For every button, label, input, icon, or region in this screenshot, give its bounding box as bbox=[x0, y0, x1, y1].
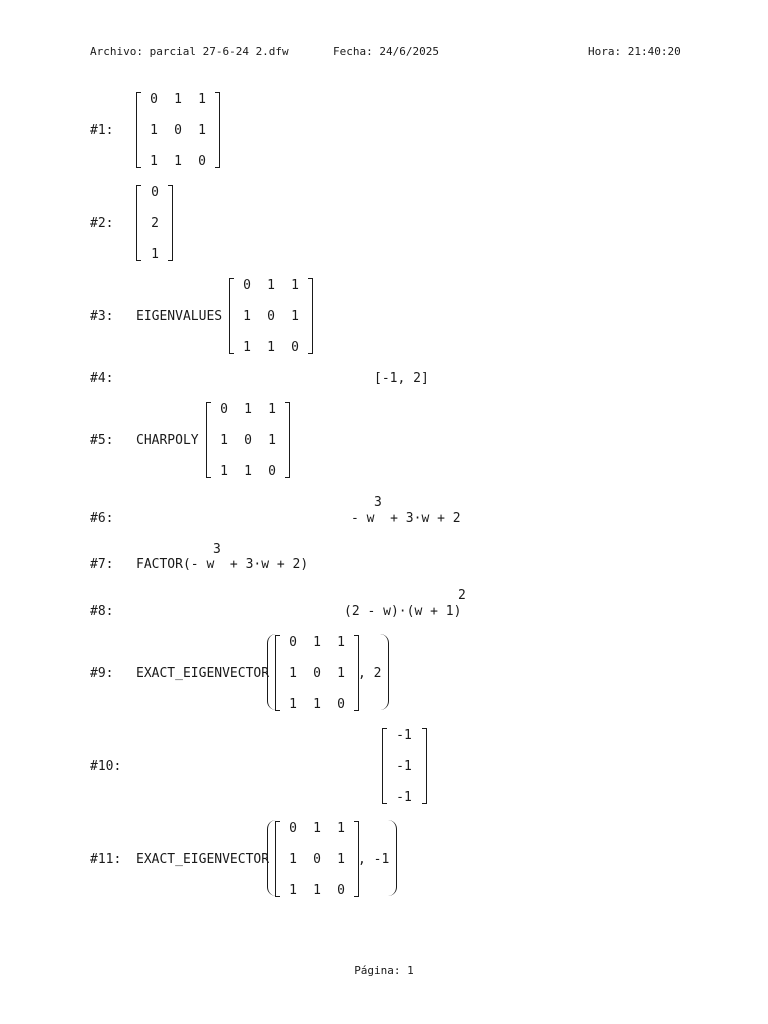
bracket-right bbox=[285, 402, 290, 478]
matrix-cell: 1 bbox=[243, 340, 251, 355]
matrix-cell: 0 bbox=[244, 433, 252, 448]
entry-label-9: #9: bbox=[90, 666, 114, 681]
entry-label-4: #4: bbox=[90, 371, 114, 386]
matrix-cell: 1 bbox=[198, 92, 206, 107]
bracket-left bbox=[136, 185, 141, 261]
matrix-cell: 1 bbox=[289, 852, 297, 867]
print-date: Fecha: 24/6/2025 bbox=[333, 45, 439, 58]
function-name: EXACT_EIGENVECTOR bbox=[136, 852, 270, 867]
entry-label-2: #2: bbox=[90, 216, 114, 231]
vector-cell: -1 bbox=[396, 790, 412, 805]
matrix-cell: 0 bbox=[267, 309, 275, 324]
matrix-cell: 0 bbox=[289, 635, 297, 650]
matrix-cell: 1 bbox=[337, 852, 345, 867]
matrix-cell: 1 bbox=[268, 402, 276, 417]
vector-cell: 1 bbox=[151, 247, 159, 262]
matrix-cell: 1 bbox=[313, 883, 321, 898]
factor-result: (2 - w)·(w + 1) bbox=[344, 604, 462, 619]
bracket-left bbox=[275, 635, 280, 711]
matrix-cell: 1 bbox=[289, 666, 297, 681]
matrix-cell: 1 bbox=[150, 154, 158, 169]
matrix-cell: 0 bbox=[337, 697, 345, 712]
entry-label-3: #3: bbox=[90, 309, 114, 324]
vector-cell: 2 bbox=[151, 216, 159, 231]
eigenvalue-argument: , -1 bbox=[358, 852, 390, 867]
exponent: 2 bbox=[458, 588, 466, 603]
function-name: EIGENVALUES bbox=[136, 309, 223, 324]
matrix-cell: 1 bbox=[291, 278, 299, 293]
file-name: Archivo: parcial 27-6-24 2.dfw bbox=[90, 45, 289, 58]
exponent: 3 bbox=[213, 542, 221, 557]
entry-label-5: #5: bbox=[90, 433, 114, 448]
eigenvalues-result: [-1, 2] bbox=[374, 371, 429, 386]
matrix-cell: 0 bbox=[313, 666, 321, 681]
matrix-cell: 1 bbox=[291, 309, 299, 324]
matrix-cell: 1 bbox=[267, 340, 275, 355]
matrix-cell: 1 bbox=[337, 635, 345, 650]
matrix-cell: 1 bbox=[198, 123, 206, 138]
bracket-right bbox=[215, 92, 220, 168]
bracket-right bbox=[422, 728, 427, 804]
charpoly-result: - w + 3·w + 2 bbox=[351, 511, 461, 526]
bracket-right bbox=[168, 185, 173, 261]
bracket-right bbox=[308, 278, 313, 354]
paren-right bbox=[380, 634, 389, 710]
matrix-cell: 1 bbox=[337, 666, 345, 681]
entry-label-10: #10: bbox=[90, 759, 122, 774]
matrix-cell: 0 bbox=[174, 123, 182, 138]
entry-label-8: #8: bbox=[90, 604, 114, 619]
bracket-left bbox=[382, 728, 387, 804]
entry-label-6: #6: bbox=[90, 511, 114, 526]
matrix-cell: 1 bbox=[220, 464, 228, 479]
bracket-left bbox=[229, 278, 234, 354]
entry-label-1: #1: bbox=[90, 123, 114, 138]
factor-expression: FACTOR(- w + 3·w + 2) bbox=[136, 557, 309, 572]
matrix-cell: 1 bbox=[150, 123, 158, 138]
matrix-cell: 0 bbox=[268, 464, 276, 479]
matrix-cell: 1 bbox=[289, 697, 297, 712]
bracket-left bbox=[275, 821, 280, 897]
paren-right bbox=[388, 820, 397, 896]
matrix-cell: 1 bbox=[313, 635, 321, 650]
matrix-cell: 1 bbox=[289, 883, 297, 898]
matrix-cell: 0 bbox=[313, 852, 321, 867]
matrix-cell: 1 bbox=[337, 821, 345, 836]
matrix-cell: 0 bbox=[150, 92, 158, 107]
matrix-cell: 1 bbox=[268, 433, 276, 448]
matrix-cell: 1 bbox=[174, 154, 182, 169]
matrix-cell: 1 bbox=[244, 402, 252, 417]
matrix-cell: 0 bbox=[198, 154, 206, 169]
print-time: Hora: 21:40:20 bbox=[588, 45, 681, 58]
matrix-cell: 1 bbox=[174, 92, 182, 107]
matrix-cell: 1 bbox=[244, 464, 252, 479]
eigenvalue-argument: , 2 bbox=[358, 666, 382, 681]
matrix-cell: 0 bbox=[243, 278, 251, 293]
function-name: CHARPOLY bbox=[136, 433, 199, 448]
entry-label-11: #11: bbox=[90, 852, 122, 867]
matrix-cell: 0 bbox=[220, 402, 228, 417]
matrix-cell: 0 bbox=[337, 883, 345, 898]
vector-cell: -1 bbox=[396, 728, 412, 743]
matrix-cell: 1 bbox=[243, 309, 251, 324]
exponent: 3 bbox=[374, 495, 382, 510]
vector-cell: 0 bbox=[151, 185, 159, 200]
matrix-cell: 1 bbox=[313, 821, 321, 836]
matrix-cell: 1 bbox=[220, 433, 228, 448]
function-name: EXACT_EIGENVECTOR bbox=[136, 666, 270, 681]
matrix-cell: 0 bbox=[289, 821, 297, 836]
matrix-cell: 1 bbox=[267, 278, 275, 293]
matrix-cell: 1 bbox=[313, 697, 321, 712]
page-number: Página: 1 bbox=[354, 964, 414, 977]
vector-cell: -1 bbox=[396, 759, 412, 774]
matrix-cell: 0 bbox=[291, 340, 299, 355]
entry-label-7: #7: bbox=[90, 557, 114, 572]
bracket-left bbox=[136, 92, 141, 168]
bracket-left bbox=[206, 402, 211, 478]
